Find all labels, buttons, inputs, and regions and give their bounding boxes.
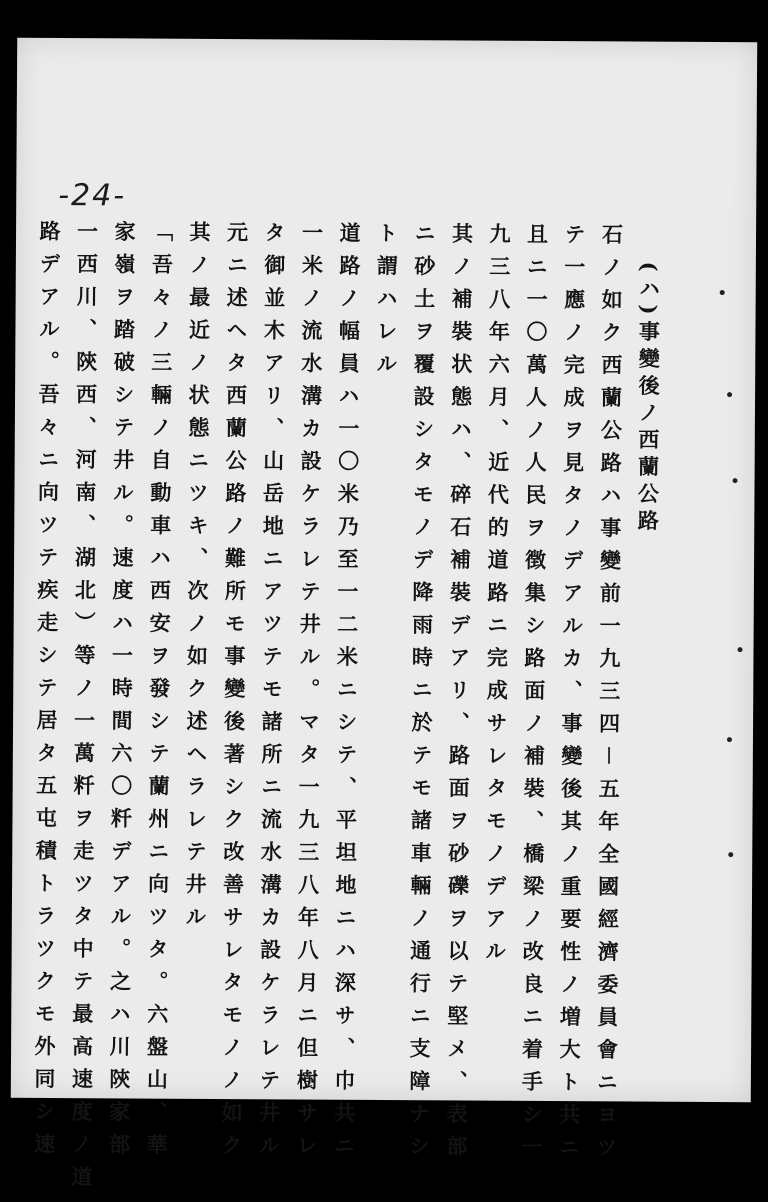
text-column: 石ノ如ク西蘭公路ハ事變前一九三四－五年全國經濟委員會ニヨツ	[593, 223, 625, 1169]
text-column: テ一應ノ完成ヲ見タノデアルカ、事變後其ノ重要性ノ増大ト共ニ	[556, 223, 588, 1169]
text-column: 一米ノ流水溝カ設ケラレテ井ル。マタ一九三八年八月ニ但樹サレ	[293, 221, 325, 1168]
ink-speck	[720, 290, 725, 295]
text-column: 元ニ述ヘタ西蘭公路ノ難所モ事變後著シク改善サレタモノノ如ク	[218, 221, 250, 1167]
ink-speck	[727, 737, 732, 742]
ink-speck	[727, 392, 732, 397]
text-column: ニ砂土ヲ覆設シタモノデ降雨時ニ於テモ諸車輛ノ通行ニ支障ナシ	[406, 222, 438, 1168]
text-column: 一西川、陝西、河南、湖北）等ノ一萬粁ヲ走ツタ中テ最高速度ノ道	[68, 220, 100, 1199]
text-column: 其ノ補裝状態ハ、碎石補裝デアリ、路面ヲ砂礫ヲ以テ堅メ、表部	[443, 222, 475, 1168]
text-column: 其ノ最近ノ状態ニツキ、次ノ如ク述ヘラレテ井ル	[182, 220, 213, 939]
text-column: 九三八年六月、近代的道路ニ完成サレタモノデアル	[482, 222, 513, 973]
text-column: 「吾々ノ三輛ノ自動車ハ西安ヲ發シテ蘭州ニ向ツタ。六盤山、華	[143, 220, 175, 1167]
ink-speck	[733, 478, 738, 483]
ink-speck	[738, 647, 743, 652]
text-column: 且ニ一〇萬人ノ人民ヲ徴集シ路面ノ補裝、橋梁ノ改良ニ着手シ一	[518, 222, 550, 1169]
ink-speck	[728, 852, 733, 857]
section-heading: (ハ)事變後ノ西蘭公路	[635, 261, 662, 537]
text-column: タ御並木アリ、山岳地ニアツテモ諸所ニ流水溝カ設ケラレテ井ル	[256, 221, 288, 1167]
vertical-text-block	[31, 219, 668, 1199]
page-number: -24-	[58, 178, 127, 214]
text-column: 家嶺ヲ踏破シテ井ル。速度ハ一時間六〇粁デアル。之ハ川陝家部	[106, 220, 138, 1166]
text-column: 道路ノ幅員ハ一〇米乃至一二米ニシテ、平坦地ニハ深サ、巾共ニ	[331, 221, 363, 1168]
document-page	[11, 38, 757, 1199]
text-column: ト謂ハレル	[373, 221, 400, 386]
text-column: 路デアル。吾々ニ向ツテ疾走シテ居タ五屯積トラツクモ外同シ速	[31, 219, 63, 1166]
